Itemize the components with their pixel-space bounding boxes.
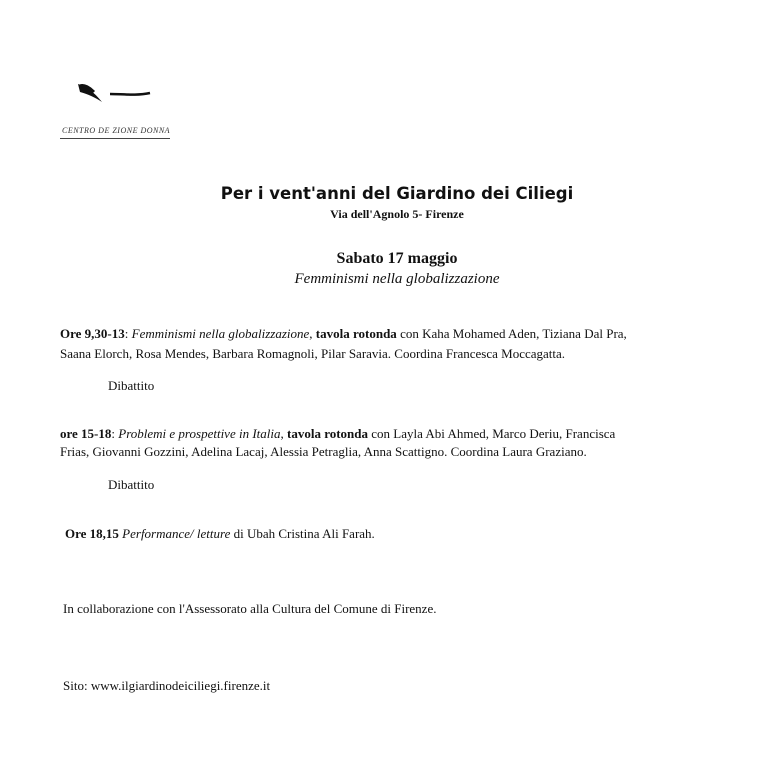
session-3-topic: Performance/ letture <box>122 526 231 541</box>
logo-divider <box>60 138 170 139</box>
organization-logo <box>76 80 156 110</box>
website-link[interactable]: Sito: www.ilgiardinodeiciliegi.firenze.it <box>63 678 271 693</box>
session-1-time: Ore 9,30-13 <box>60 326 125 341</box>
session-1-participants: con Kaha Mohamed Aden, Tiziana Dal Pra, <box>396 326 627 341</box>
session-2-participants: con Layla Abi Ahmed, Marco Deriu, Francisca <box>368 426 616 441</box>
address: Via dell'Agnolo 5- Firenze <box>330 207 464 221</box>
logo-text: CENTRO DE ZIONE DONNA <box>62 126 171 135</box>
session-2-line-2: Frias, Giovanni Gozzini, Adelina Lacaj, Alessia Petraglia, Anna Scattigno. Coordina Laura Graziano. <box>60 444 587 459</box>
session-2-time: ore 15-18 <box>60 426 112 441</box>
session-2-line-1: ore 15-18: Problemi e prospettive in Italia, tavola rotonda con Layla Abi Ahmed, Marco Deriu, Francisca <box>60 426 616 441</box>
event-date: Sabato 17 maggio <box>336 250 458 267</box>
session-1-format: tavola rotonda <box>315 326 397 341</box>
session-1-line-2: Saana Elorch, Rosa Mendes, Barbara Romagnoli, Pilar Saravia. Coordina Francesca Moccagatta. <box>60 346 566 361</box>
session-2-format: tavola rotonda <box>287 426 369 441</box>
session-3-line: Ore 18,15 Performance/ letture di Ubah Cristina Ali Farah. <box>65 526 375 541</box>
session-1-line-1: Ore 9,30-13: Femminismi nella globalizzazione, tavola rotonda con Kaha Mohamed Aden, Tiziana Dal Pra, <box>60 326 627 341</box>
session-3-time: Ore 18,15 <box>65 526 119 541</box>
session-2-note: Dibattito <box>108 477 155 492</box>
collaboration-note: In collaborazione con l'Assessorato alla Cultura del Comune di Firenze. <box>63 601 437 616</box>
event-theme: Femminismi nella globalizzazione <box>294 271 500 287</box>
session-1-note: Dibattito <box>108 378 155 393</box>
session-1-topic: Femminismi nella globalizzazione <box>131 326 310 341</box>
page-title: Per i vent'anni del Giardino dei Ciliegi <box>220 184 574 203</box>
session-2-topic: Problemi e prospettive in Italia <box>118 426 281 441</box>
